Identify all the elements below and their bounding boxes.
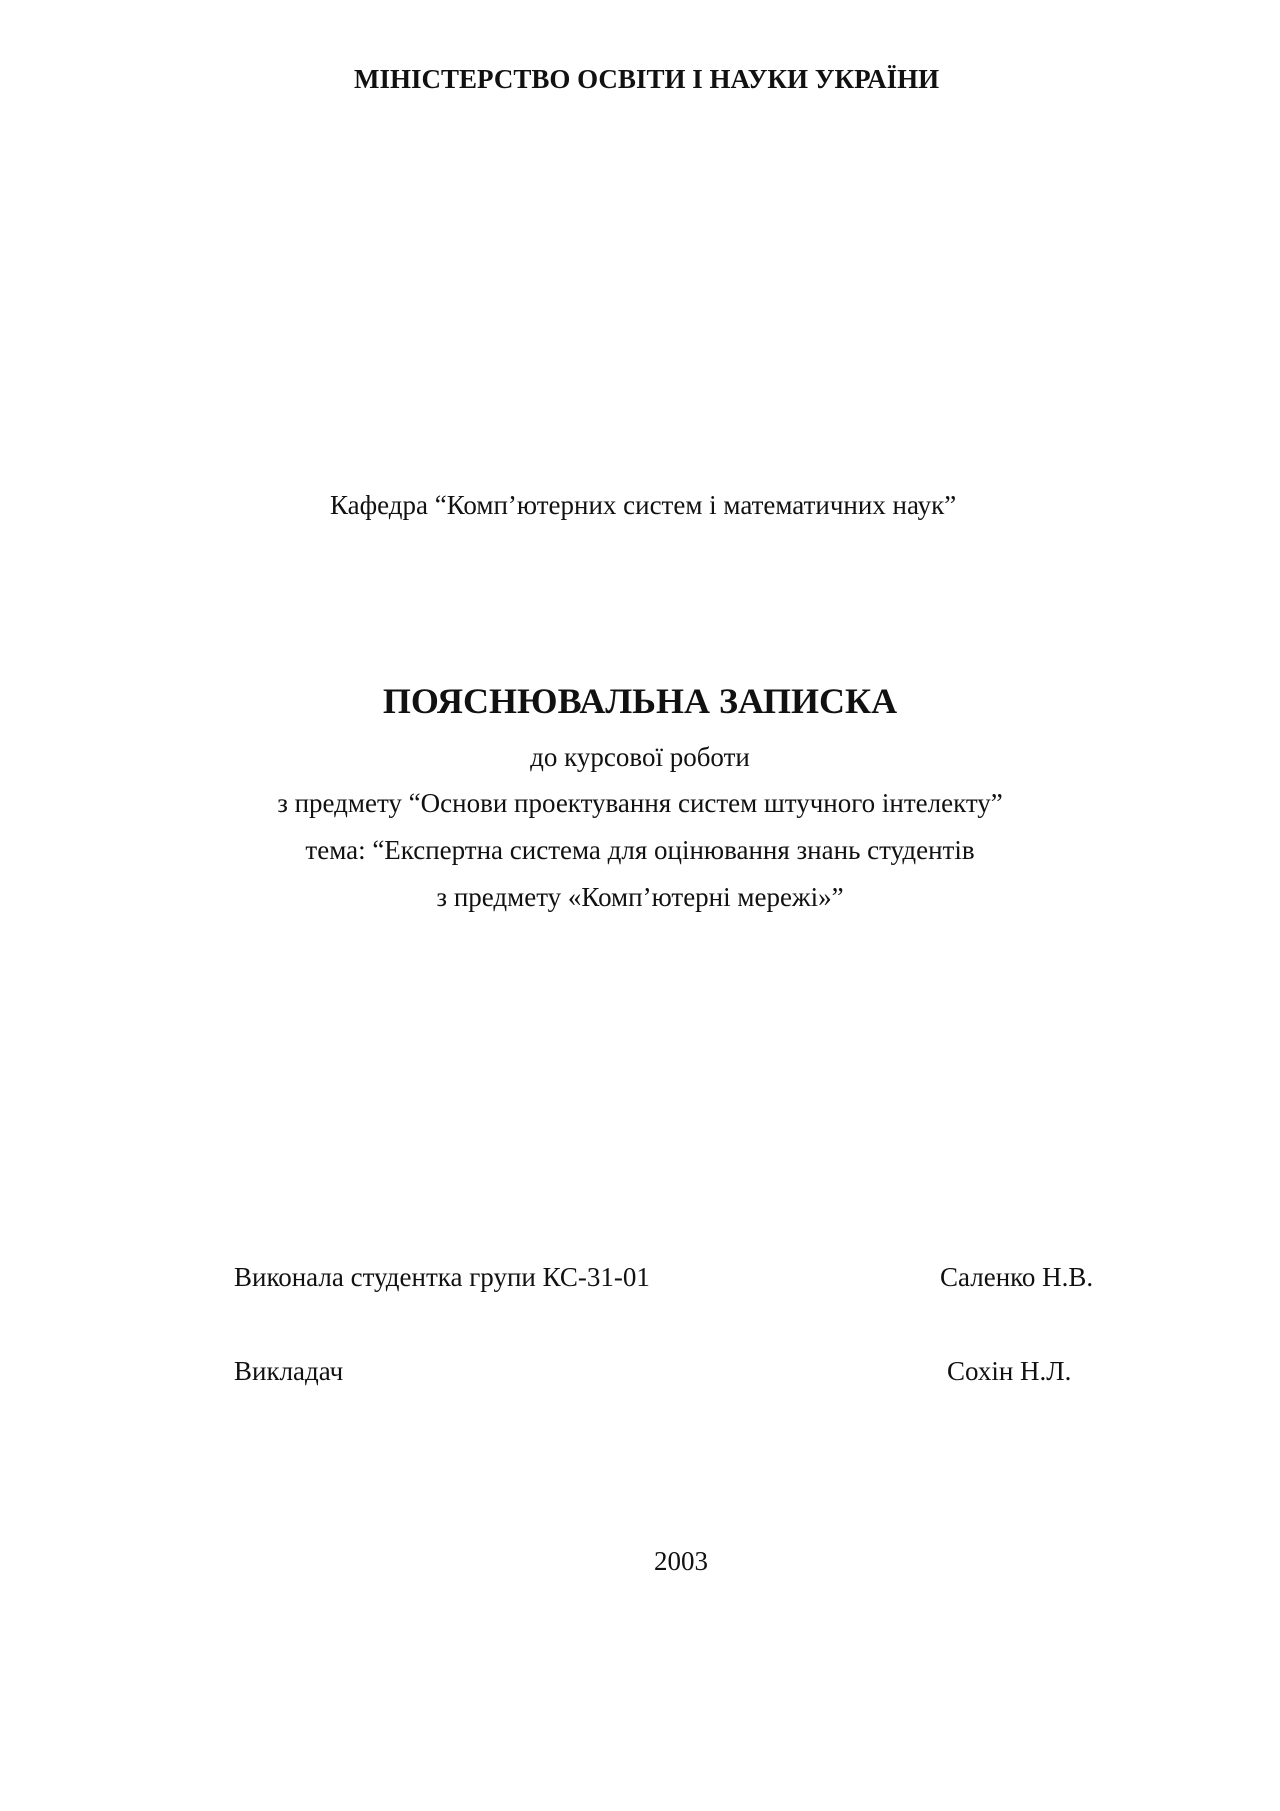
teacher-name: Сохін Н.Л. [947,1356,1072,1386]
student-label: Виконала студентка групи КС-31-01 [234,1262,650,1292]
department-name: Кафедра “Комп’ютерних систем і математичних наук” [330,490,957,520]
subtitle-topic: тема: “Експертна система для оцінювання знань студентів [305,835,975,865]
year: 2003 [654,1546,708,1576]
teacher-label: Викладач [234,1356,344,1386]
ministry-heading: МІНІСТЕРСТВО ОСВІТИ І НАУКИ УКРАЇНИ [354,64,940,94]
student-name: Саленко Н.В. [940,1262,1094,1292]
subtitle-coursework: до курсової роботи [530,742,750,772]
subtitle-subject: з предмету “Основи проектування систем штучного інтелекту” [277,788,1003,818]
subtitle-topic-continued: з предмету «Комп’ютерні мережі»” [436,882,844,912]
document-title: ПОЯСНЮВАЛЬНА ЗАПИСКА [382,681,898,721]
